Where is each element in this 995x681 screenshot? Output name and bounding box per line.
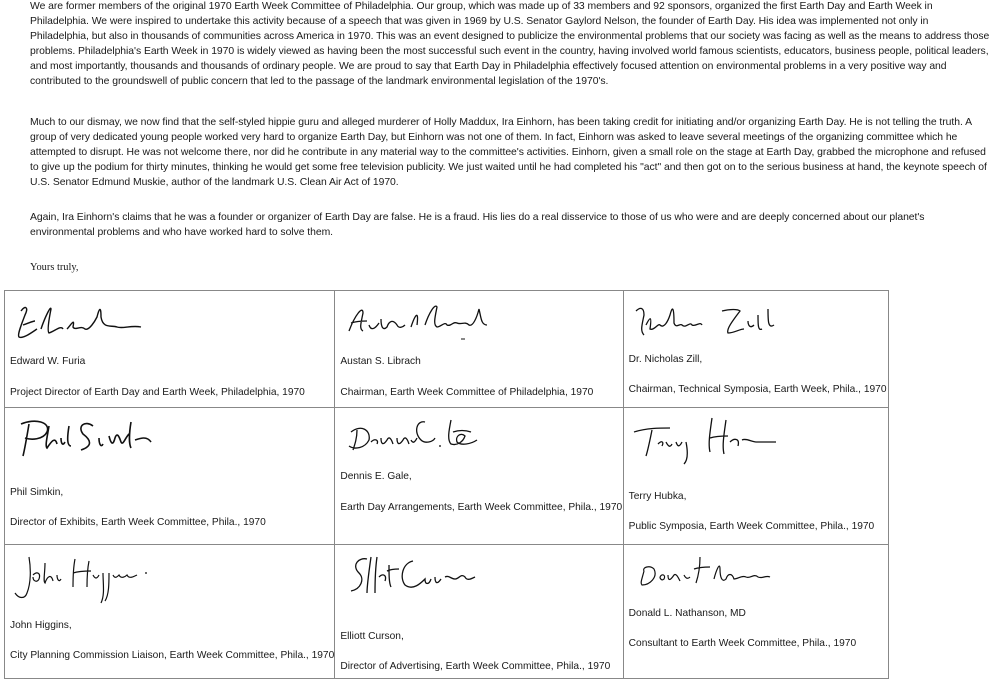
signatory-title: Consultant to Earth Week Committee, Phila., 1970 (628, 638, 857, 649)
signatory-cell (5, 545, 335, 679)
signature-image (630, 295, 780, 345)
signatory-name: Dr. Nicholas Zill, (628, 354, 703, 365)
signatory-cell (5, 408, 335, 545)
signatory-name: Austan S. Librach (340, 356, 421, 367)
signatory-cell (623, 408, 888, 545)
paragraph-1: We are former members of the original 1970 Earth Week Committee of Philadelphia. Our group, which was made up of 33 members and 92 sponsors, organized the first Earth Day and Earth Week in Philadelphia. We were inspired to undertake this activity because of a speech that was given in 1969 by U.S. Senator Gaylord Nelson, the founder of Earth Day. His idea was implemented not only in Philadelphia, but also in thousands of communities across America in 1970. This was an event designed to publicize the environmental problems that our society was facing as well as the means to address those problems. Philadelphia's Earth Week in 1970 is widely viewed as having been the most successful such event in the country, having involved world famous scientists, educators, business people, political leaders, and most importantly, thousands and thousands of ordinary people. We are proud to say that Earth Day in Philadelphia effectively focused attention on environmental problems in a very positive way and contributed to the groundswell of public concern that led to the passage of the landmark environmental legislation of the 1970's. (30, 1, 990, 88)
signature-image (341, 412, 501, 460)
signatory-cell (335, 545, 623, 679)
closing: Yours truly, (30, 262, 79, 273)
signature-image (341, 295, 501, 345)
signatory-name: Edward W. Furia (10, 356, 86, 367)
signature-image (11, 295, 151, 343)
signatory-name: Donald L. Nathanson, MD (628, 608, 746, 619)
signature-image (11, 549, 161, 609)
signatory-name: Phil Simkin, (10, 487, 64, 498)
signatory-title: City Planning Commission Liaison, Earth Week Committee, Phila., 1970 (10, 650, 335, 661)
signature-image (11, 412, 161, 462)
signatory-title: Director of Advertising, Earth Week Committee, Phila., 1970 (340, 661, 611, 672)
signatory-name: Dennis E. Gale, (340, 471, 412, 482)
signatory-title: Chairman, Earth Week Committee of Philadelphia, 1970 (340, 387, 594, 398)
signatory-title: Director of Exhibits, Earth Week Committee, Phila., 1970 (10, 517, 266, 528)
signatory-name: Terry Hubka, (628, 491, 687, 502)
signatory-name: Elliott Curson, (340, 631, 404, 642)
signatory-title: Chairman, Technical Symposia, Earth Week, Phila., 1970 (628, 384, 887, 395)
signature-image (341, 549, 491, 611)
paragraph-3: Again, Ira Einhorn's claims that he was a founder or organizer of Earth Day are false. He is a fraud. His lies do a real disservice to those of us who were and are deeply concerned about our planet's environmental problems and who have worked hard to solve them. (30, 212, 925, 239)
signatory-cell (335, 408, 623, 545)
signatory-cell (623, 291, 888, 408)
signatory-title: Project Director of Earth Day and Earth Week, Philadelphia, 1970 (10, 387, 305, 398)
paragraph-2: Much to our dismay, we now find that the self-styled hippie guru and alleged murderer of Holly Maddux, Ira Einhorn, has been taking credit for initiating and/or organizing Earth Day. He is not telling the truth. A group of very dedicated young people worked very hard to organize Earth Day, but Einhorn was not one of them. In fact, Einhorn was asked to leave several meetings of the organizing committee which he attempted to disrupt. He was not welcome there, nor did he contribute in any material way to the committee's activities. Einhorn, given a small role on the stage at Earth Day, grabbed the microphone and refused to give up the podium for thirty minutes, thinking he would get some free television publicity. We just waited until he had completed his "act" and then got on to the serious business at hand, the keynote speech of U.S. Senator Edmund Muskie, author of the landmark U.S. Clean Air Act of 1970. (30, 117, 987, 189)
signature-image (630, 412, 780, 468)
signature-image (630, 549, 780, 589)
signatory-title: Earth Day Arrangements, Earth Week Committee, Phila., 1970 (340, 502, 623, 513)
signatory-cell (623, 545, 888, 679)
signatory-cell (335, 291, 623, 408)
signatory-cell (5, 291, 335, 408)
signature-table (4, 290, 889, 679)
signatory-name: John Higgins, (10, 620, 72, 631)
signatory-title: Public Symposia, Earth Week Committee, Phila., 1970 (628, 521, 875, 532)
